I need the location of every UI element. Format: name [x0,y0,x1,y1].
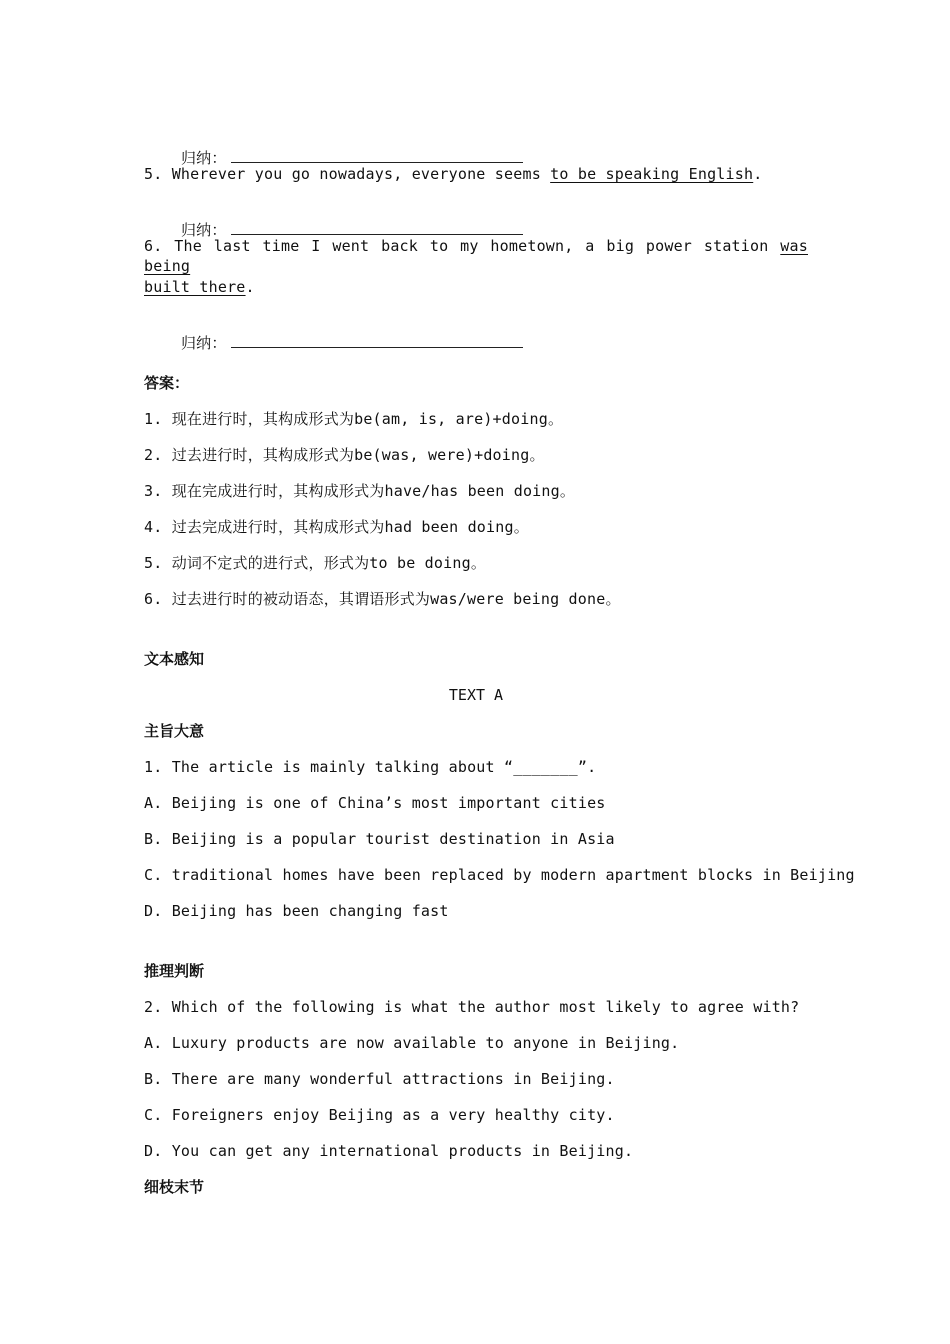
question-2: 2. Which of the following is what the author most likely to agree with? [144,998,800,1016]
question-1-option-b[interactable]: B. Beijing is a popular tourist destination in Asia [144,830,615,848]
answer-item: 2. 过去进行时，其构成形式为be(was, were)+doing。 [144,446,545,464]
question-2-option-a[interactable]: A. Luxury products are now available to anyone in Beijing. [144,1034,680,1052]
exercise-6-underlined-2: built there [144,278,246,296]
exercise-6-line-1 [144,236,808,276]
summary-label: 归纳： [180,149,227,167]
exercise-5-underlined: to be speaking English [550,165,754,183]
question-1-option-a[interactable]: A. Beijing is one of China’s most important cities [144,794,606,812]
summary-blank[interactable] [231,148,523,163]
answer-item: 1. 现在进行时，其构成形式为be(am, is, are)+doing。 [144,410,564,428]
exercise-6-prefix: 6. The last time I went back to my hometown, a big power station [144,237,781,255]
question-1: 1. The article is mainly talking about “_______”. [144,758,597,776]
summary-blank[interactable] [231,220,523,235]
exercise-5 [144,164,762,184]
answer-item: 3. 现在完成进行时，其构成形式为have/has been doing。 [144,482,576,500]
question-2-option-d[interactable]: D. You can get any international products in Beijing. [144,1142,634,1160]
text-title: TEXT A [448,686,504,704]
answer-item: 5. 动词不定式的进行式，形式为to be doing。 [144,554,487,572]
exercise-6-underlined-1: was being [144,237,808,275]
answer-item: 4. 过去完成进行时，其构成形式为had been doing。 [144,518,529,536]
exercise-6-line-2 [144,277,255,297]
question-2-option-c[interactable]: C. Foreigners enjoy Beijing as a very healthy city. [144,1106,615,1124]
answer-item: 6. 过去进行时的被动语态，其谓语形式为was/were being done。 [144,590,621,608]
summary-label: 归纳： [180,221,227,239]
inference-heading: 推理判断 [144,962,205,980]
exercise-5-prefix: 5. Wherever you go nowadays, everyone seems [144,165,551,183]
answers-heading: 答案： [144,374,190,392]
question-1-option-d[interactable]: D. Beijing has been changing fast [144,902,449,920]
question-2-option-b[interactable]: B. There are many wonderful attractions in Beijing. [144,1070,615,1088]
details-heading: 细枝末节 [144,1178,205,1196]
exercise-6-suffix: . [245,278,255,296]
summary-line-6 [144,313,523,373]
exercise-5-suffix: . [753,165,763,183]
summary-label: 归纳： [180,334,227,352]
section-heading-text-perception: 文本感知 [144,650,205,668]
summary-blank[interactable] [231,333,523,348]
main-idea-heading: 主旨大意 [144,722,205,740]
question-1-option-c[interactable]: C. traditional homes have been replaced by modern apartment blocks in Beijing [144,866,855,884]
